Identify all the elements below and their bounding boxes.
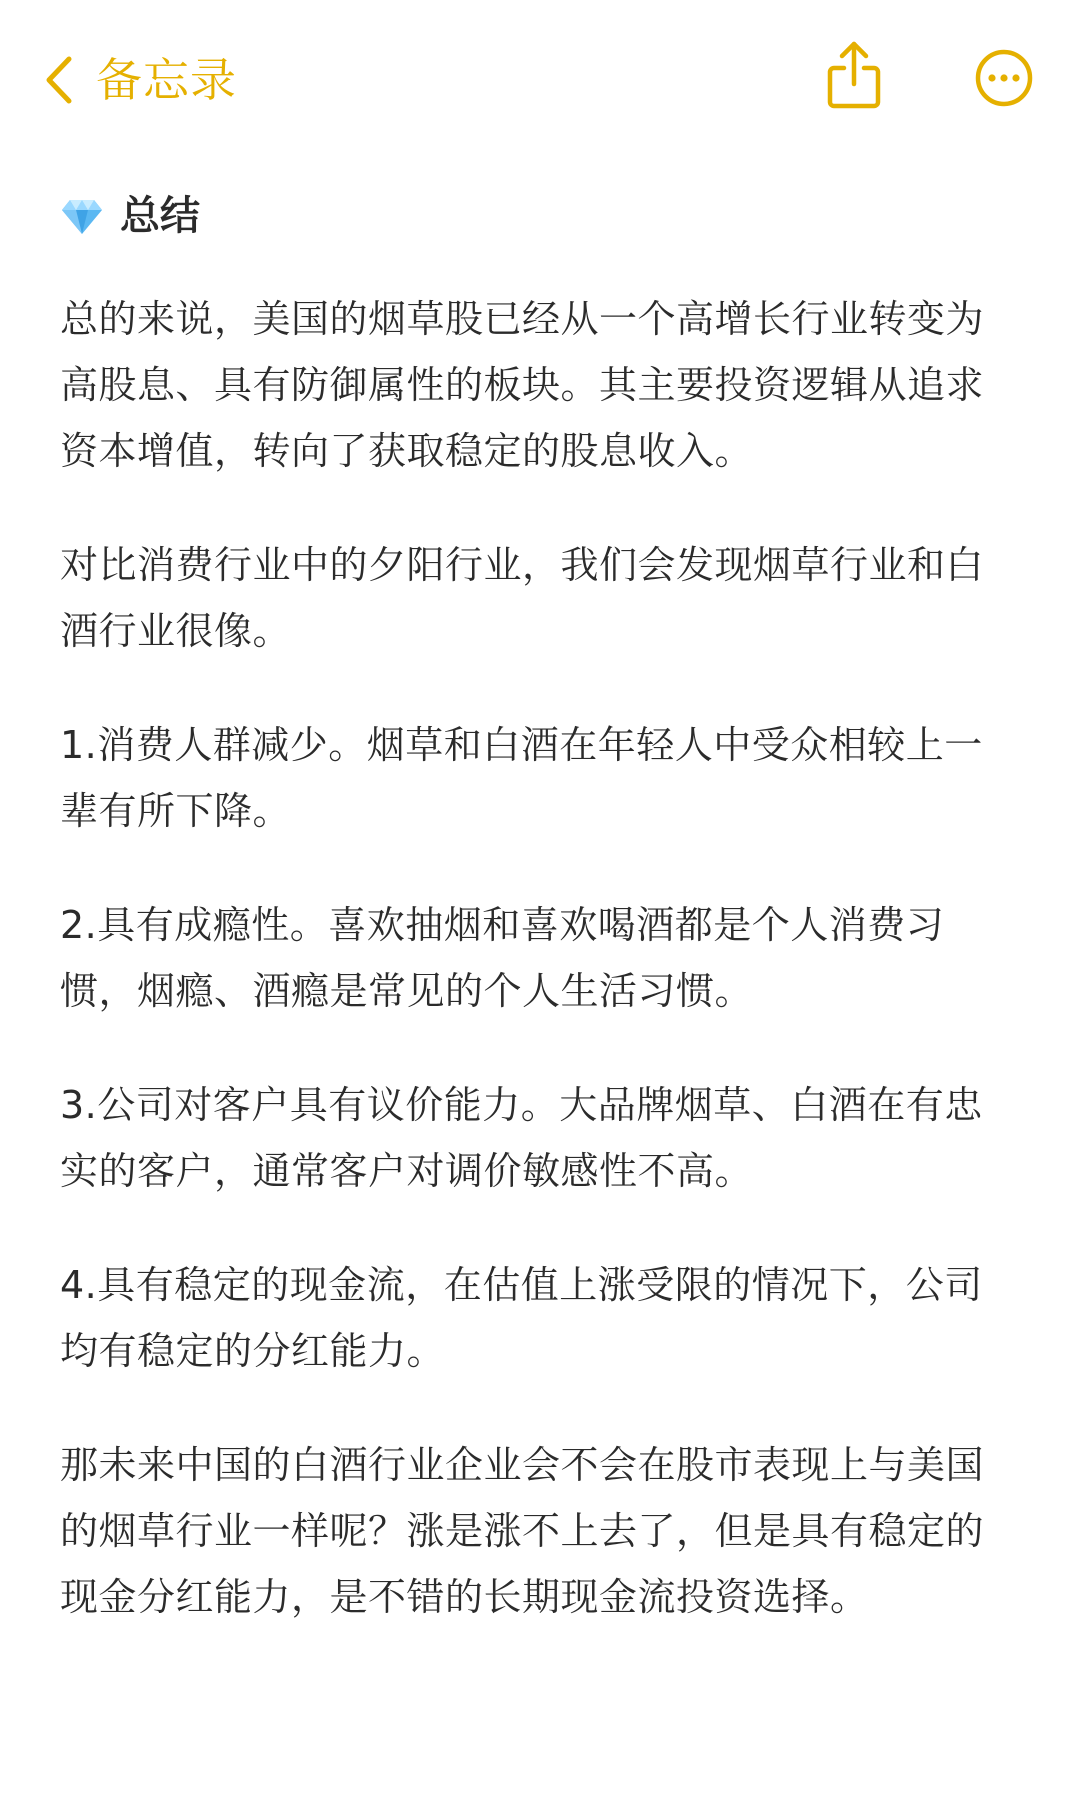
note-heading xyxy=(60,186,1020,246)
paragraph-point-4: 4.具有稳定的现金流，在估值上涨受限的情况下，公司均有稳定的分红能力。 xyxy=(60,1263,983,1373)
paragraph-point-1: 1.消费人群减少。烟草和白酒在年轻人中受众相较上一辈有所下降。 xyxy=(60,723,983,833)
more-options-icon xyxy=(974,48,1034,108)
share-icon xyxy=(826,40,882,110)
paragraph-comparison: 对比消费行业中的夕阳行业，我们会发现烟草行业和白酒行业很像。 xyxy=(60,543,985,653)
heading-text: 总结 xyxy=(120,193,200,239)
chevron-left-icon xyxy=(44,55,74,105)
paragraph-point-3: 3.公司对客户具有议价能力。大品牌烟草、白酒在有忠实的客户，通常客户对调价敏感性不高。 xyxy=(60,1083,983,1193)
share-button[interactable] xyxy=(826,40,882,114)
back-button[interactable] xyxy=(44,50,237,110)
paragraph-summary: 总的来说，美国的烟草股已经从一个高增长行业转变为高股息、具有防御属性的板块。其主要投资逻辑从追求资本增值，转向了获取稳定的股息收入。 xyxy=(60,297,985,473)
navigation-bar xyxy=(0,0,1080,170)
note-body[interactable] xyxy=(0,186,1080,1630)
paragraph-point-2: 2.具有成瘾性。喜欢抽烟和喜欢喝酒都是个人消费习惯，烟瘾、酒瘾是常见的个人生活习惯。 xyxy=(60,903,945,1013)
gem-icon xyxy=(60,196,104,236)
more-options-button[interactable] xyxy=(974,48,1034,112)
back-label: 备忘录 xyxy=(96,53,237,107)
paragraph-conclusion: 那未来中国的白酒行业企业会不会在股市表现上与美国的烟草行业一样呢？涨是涨不上去了，但是具有稳定的现金分红能力，是不错的长期现金流投资选择。 xyxy=(60,1443,985,1619)
